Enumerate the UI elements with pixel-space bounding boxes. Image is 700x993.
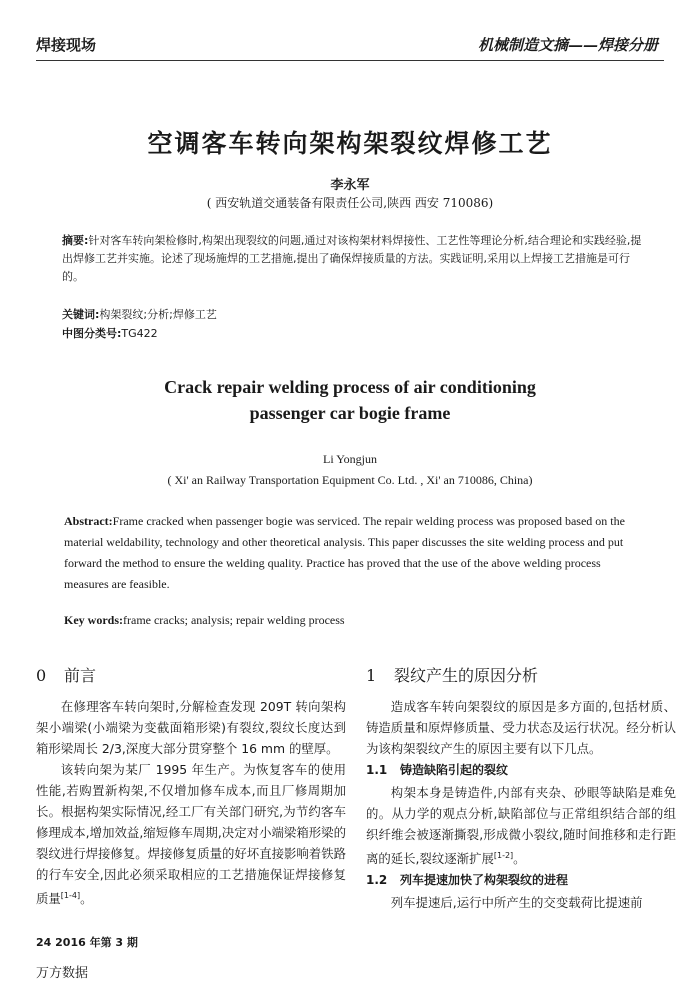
en-keywords [64,613,345,628]
section-label: 焊接现场 [36,36,97,54]
en-title [0,374,700,426]
en-title-line1: Crack repair welding process of air conditioning [164,377,536,397]
cn-keywords [62,306,217,322]
cn-class-number: TG422 [121,327,158,340]
en-abstract-label: Abstract: [64,514,113,528]
journal-name: 机械制造文摘——焊接分册 [477,36,658,54]
section-0-number: 0 [36,666,47,685]
left-column [36,664,346,909]
en-affiliation: ( Xi' an Railway Transportation Equipment Co. Ltd. , Xi' an 710086, China) [167,473,533,487]
cn-abstract [62,232,642,286]
page-number-issue: 24 2016 年第 3 期 [36,936,138,949]
subsection-1-1-number: 1.1 [366,763,388,777]
section-0-title: 前言 [64,666,97,685]
cn-classification [62,325,158,341]
section-1-paragraph-1: 造成客车转向架裂纹的原因是多方面的,包括材质、铸造质量和原焊修质量、受力状态及运行状况。经分析认为该构架裂纹产生的原因主要有以下几点。 [366,699,676,756]
en-abstract [64,511,644,595]
en-keywords-label: Key words: [64,613,123,627]
watermark-brand: 万方数据 [36,966,89,981]
subsection-1-2-paragraph: 列车提速后,运行中所产生的交变载荷比提速前 [390,895,643,911]
cn-keywords-label: 关键词: [62,308,100,321]
en-title-line2: passenger car bogie frame [249,403,451,423]
section-1-heading [366,664,676,688]
subsection-1-1-end: 。 [513,851,526,867]
section-0-paragraph-2-end: 。 [80,891,93,907]
cn-abstract-label: 摘要: [62,234,89,247]
section-0-paragraph-1: 在修理客车转向架时,分解检查发现 209T 转向架构架小端梁(小端梁为变截面箱形梁)有裂纹,裂纹长度达到箱形梁周长 2/3,深度大部分贯穿整个 16 mm 的壁厚。 [36,699,346,756]
subsection-1-2-number: 1.2 [366,873,388,888]
cn-affiliation: ( 西安轨道交通装备有限责任公司,陕西 西安 710086) [206,196,494,210]
subsection-1-1-title: 铸造缺陷引起的裂纹 [400,763,509,777]
cn-keywords-text: 构架裂纹;分析;焊修工艺 [99,308,217,321]
en-abstract-text: Frame cracked when passenger bogie was serviced. The repair welding process was proposed based on the material weldability, technology and other theoretical analysis. This paper discusses the site welding process and put forward the method to ensure the welding quality. Practice has proved that the use of the above welding process measures are feasible. [64,514,625,591]
subsection-1-2-heading [366,870,676,891]
section-0-heading [36,664,346,688]
section-0-paragraph-2 [36,759,346,909]
citation-ref: [1-4] [60,891,81,900]
subsection-1-1-text: 构架本身是铸造件,内部有夹杂、砂眼等缺陷是难免的。从力学的观点分析,缺陷部位与正常组织结合部的组织纤维会被逐渐撕裂,形成微小裂纹,随时间推移和走行距离的延长,裂纹逐渐扩展 [366,785,676,867]
header-rule [36,60,664,61]
cn-title: 空调客车转向架构架裂纹焊修工艺 [147,129,553,158]
cn-class-label: 中图分类号: [62,327,122,340]
subsection-1-1-heading [366,760,676,781]
subsection-1-1-paragraph [366,782,676,869]
section-1-title: 裂纹产生的原因分析 [394,666,539,685]
section-0-paragraph-2-text: 该转向架为某厂 1995 年生产。为恢复客车的使用性能,若购置新构架,不仅增加修车成本,而且厂修周期加长。根据构架实际情况,经工厂有关部门研究,为节约客车修理成本,增加效益,缩短修车周期,决定对小端梁箱形梁的裂纹进行焊接修复。焊接修复质量的好坏直接影响着铁路的行车安全,因此必须采取相应的工艺措施保证焊接修复质量 [36,762,346,907]
en-author: Li Yongjun [322,452,378,466]
citation-ref: [1-2] [493,851,514,860]
cn-author: 李永军 [330,178,370,193]
en-keywords-text: frame cracks; analysis; repair welding process [123,613,345,627]
right-column [366,664,676,913]
section-1-number: 1 [366,666,377,685]
cn-abstract-text: 针对客车转向架检修时,构架出现裂纹的问题,通过对该构架材料焊接性、工艺性等理论分析,结合理论和实践经验,提出焊修工艺并实施。论述了现场施焊的工艺措施,提出了确保焊接质量的方法。实践证明,采用以上焊接工艺措施是可行的。 [62,234,642,283]
subsection-1-2-title: 列车提速加快了构架裂纹的进程 [400,873,569,888]
